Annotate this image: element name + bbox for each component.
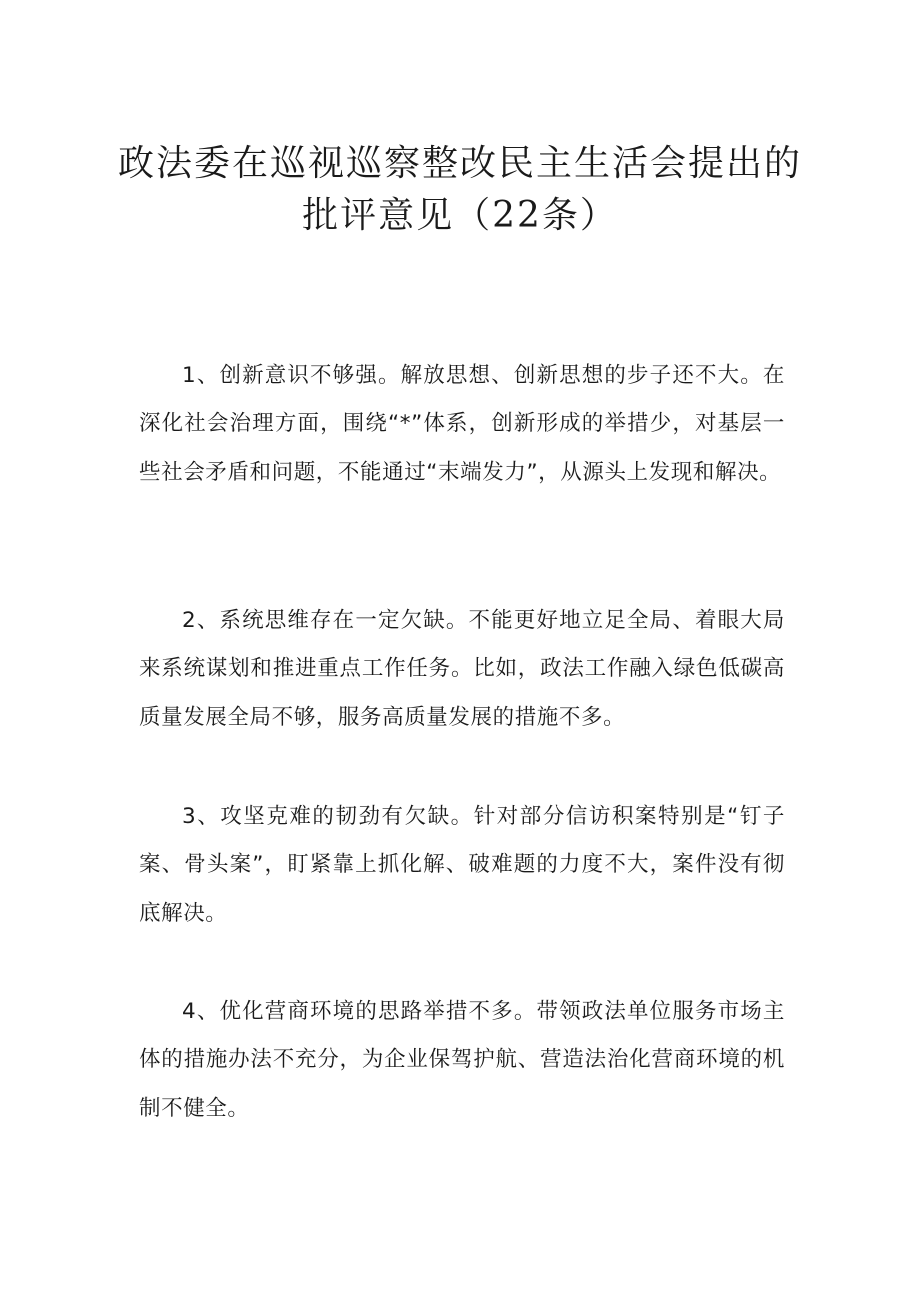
paragraph-4: 4、优化营商环境的思路举措不多。带领政法单位服务市场主体的措施办法不充分，为企业保驾护航、营造法治化营商环境的机制不健全。 — [139, 998, 785, 1121]
paragraph-1: 1、创新意识不够强。解放思想、创新思想的步子还不大。在深化社会治理方面，围绕“*”体系，创新形成的举措少，对基层一些社会矛盾和问题，不能通过“末端发力”，从源头上发现和解决。 — [139, 362, 785, 485]
title-line-2: 批评意见（22条） — [302, 195, 618, 236]
paragraph-2: 2、系统思维存在一定欠缺。不能更好地立足全局、着眼大局来系统谋划和推进重点工作任务。比如，政法工作融入绿色低碳高质量发展全局不够，服务高质量发展的措施不多。 — [139, 607, 785, 730]
title-line-1: 政法委在巡视巡察整改民主生活会提出的 — [117, 143, 802, 184]
document-title — [0, 138, 920, 242]
paragraph-3: 3、攻坚克难的韧劲有欠缺。针对部分信访积案特别是“钉子案、骨头案”，盯紧靠上抓化解、破难题的力度不大，案件没有彻底解决。 — [139, 803, 785, 926]
